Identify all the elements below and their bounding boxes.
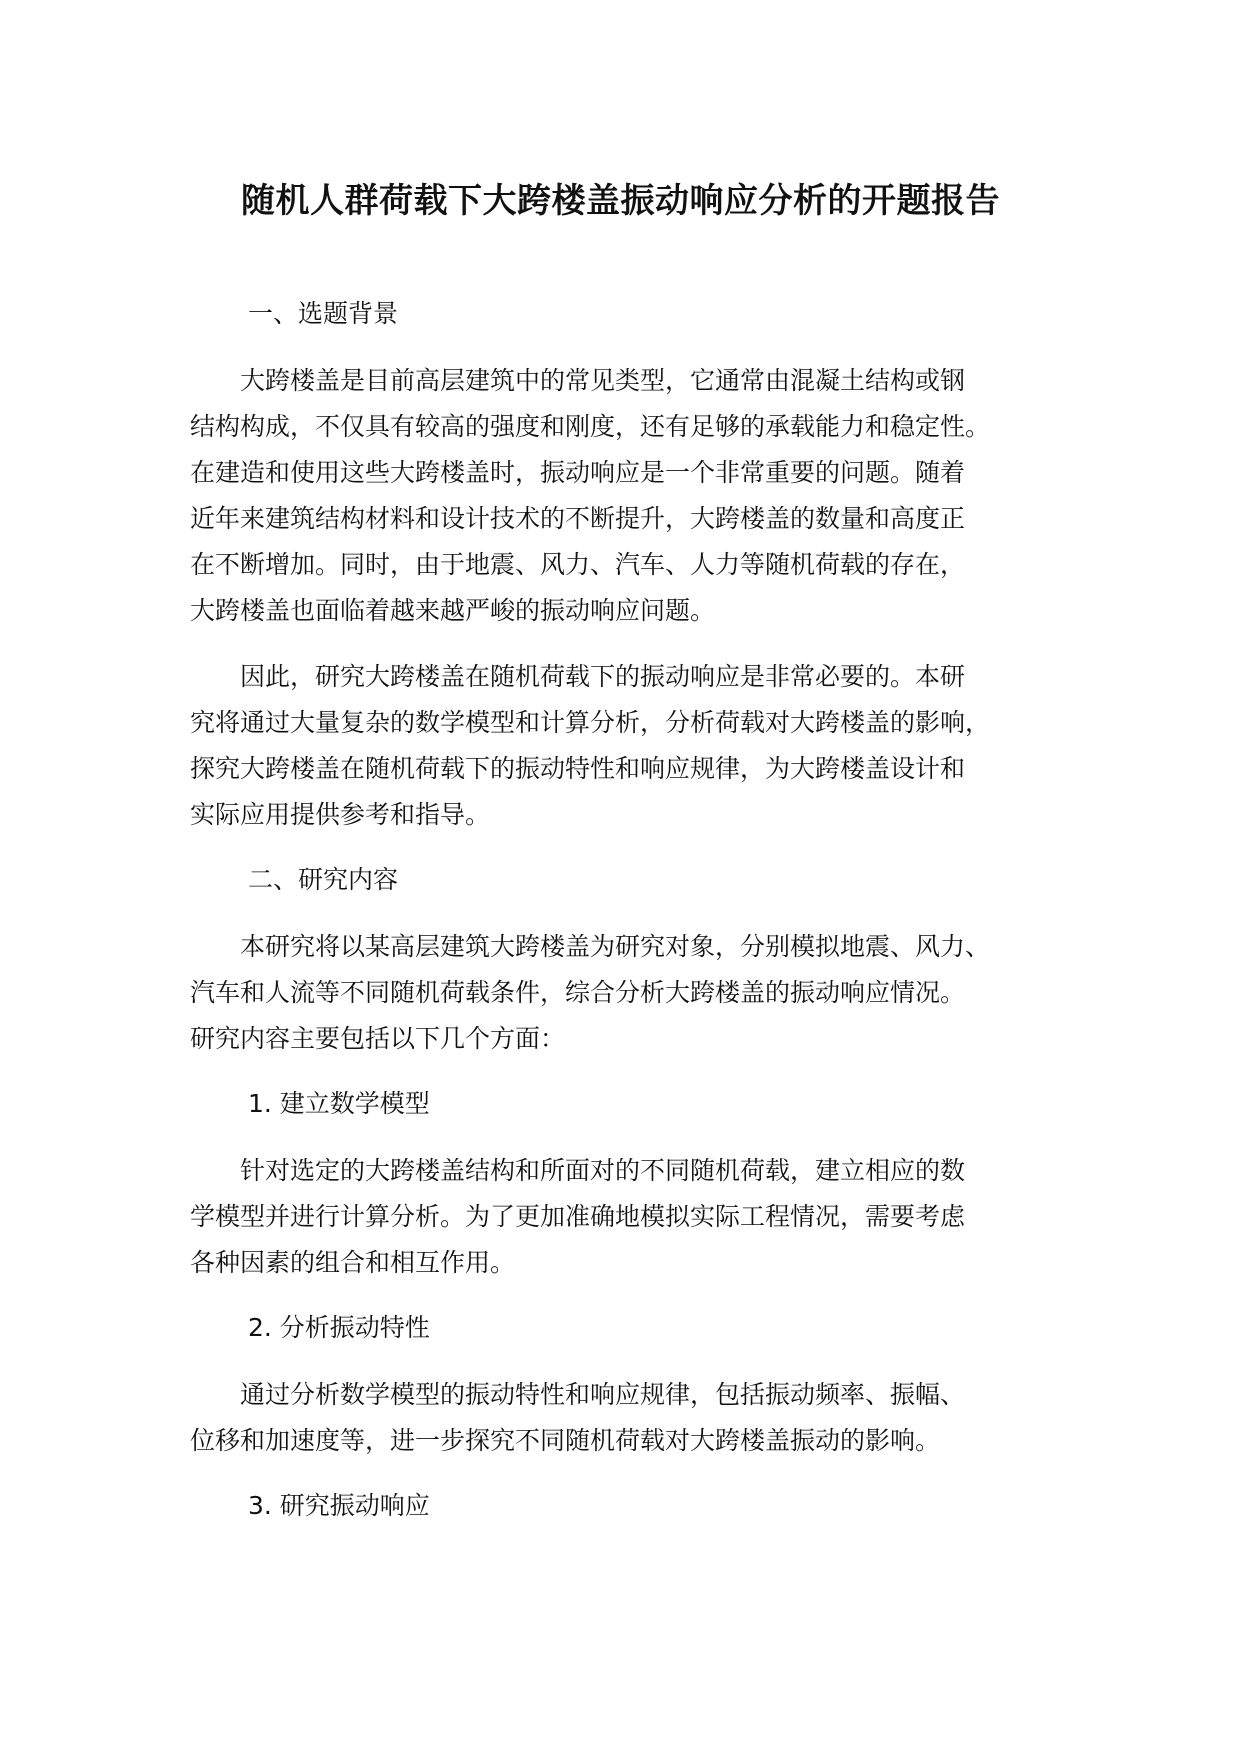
subsection-heading-response: 3. 研究振动响应	[248, 1491, 430, 1520]
paragraph-line: 研究内容主要包括以下几个方面：	[190, 1024, 566, 1053]
paragraph-line: 汽车和人流等不同随机荷载条件，综合分析大跨楼盖的振动响应情况。	[190, 978, 966, 1007]
paragraph-line: 因此，研究大跨楼盖在随机荷载下的振动响应是非常必要的。本研	[190, 662, 966, 691]
paragraph-line: 在不断增加。同时，由于地震、风力、汽车、人力等随机荷载的存在，	[190, 550, 966, 579]
section-heading-background: 一、选题背景	[248, 299, 399, 328]
paragraph-line: 通过分析数学模型的振动特性和响应规律，包括振动频率、振幅、	[190, 1380, 966, 1409]
subsection-heading-characteristics: 2. 分析振动特性	[248, 1313, 430, 1342]
paragraph-background-2	[190, 654, 1090, 838]
paragraph-line: 各种因素的组合和相互作用。	[190, 1248, 516, 1277]
paragraph-line: 学模型并进行计算分析。为了更加准确地模拟实际工程情况，需要考虑	[190, 1202, 966, 1231]
subsection-heading-model: 1. 建立数学模型	[248, 1089, 430, 1118]
paragraph-line: 探究大跨楼盖在随机荷载下的振动特性和响应规律，为大跨楼盖设计和	[190, 754, 966, 783]
section-heading-content: 二、研究内容	[248, 865, 399, 894]
paragraph-line: 大跨楼盖也面临着越来越严峻的振动响应问题。	[190, 596, 716, 625]
paragraph-line: 位移和加速度等，进一步探究不同随机荷载对大跨楼盖振动的影响。	[190, 1426, 941, 1455]
paragraph-background-1	[190, 358, 1090, 634]
paragraph-line: 究将通过大量复杂的数学模型和计算分析，分析荷载对大跨楼盖的影响，	[190, 708, 991, 737]
paragraph-line: 结构构成，不仅具有较高的强度和刚度，还有足够的承载能力和稳定性。	[190, 412, 991, 441]
paragraph-characteristics	[190, 1372, 1090, 1464]
document-title: 随机人群荷载下大跨楼盖振动响应分析的开题报告	[241, 181, 1000, 221]
paragraph-line: 近年来建筑结构材料和设计技术的不断提升，大跨楼盖的数量和高度正	[190, 504, 966, 533]
paragraph-content	[190, 924, 1090, 1062]
paragraph-line: 大跨楼盖是目前高层建筑中的常见类型，它通常由混凝土结构或钢	[190, 366, 966, 395]
paragraph-line: 本研究将以某高层建筑大跨楼盖为研究对象，分别模拟地震、风力、	[190, 932, 991, 961]
paragraph-line: 在建造和使用这些大跨楼盖时，振动响应是一个非常重要的问题。随着	[190, 458, 966, 487]
paragraph-line: 针对选定的大跨楼盖结构和所面对的不同随机荷载，建立相应的数	[190, 1156, 966, 1185]
paragraph-line: 实际应用提供参考和指导。	[190, 800, 491, 829]
paragraph-model	[190, 1148, 1090, 1286]
